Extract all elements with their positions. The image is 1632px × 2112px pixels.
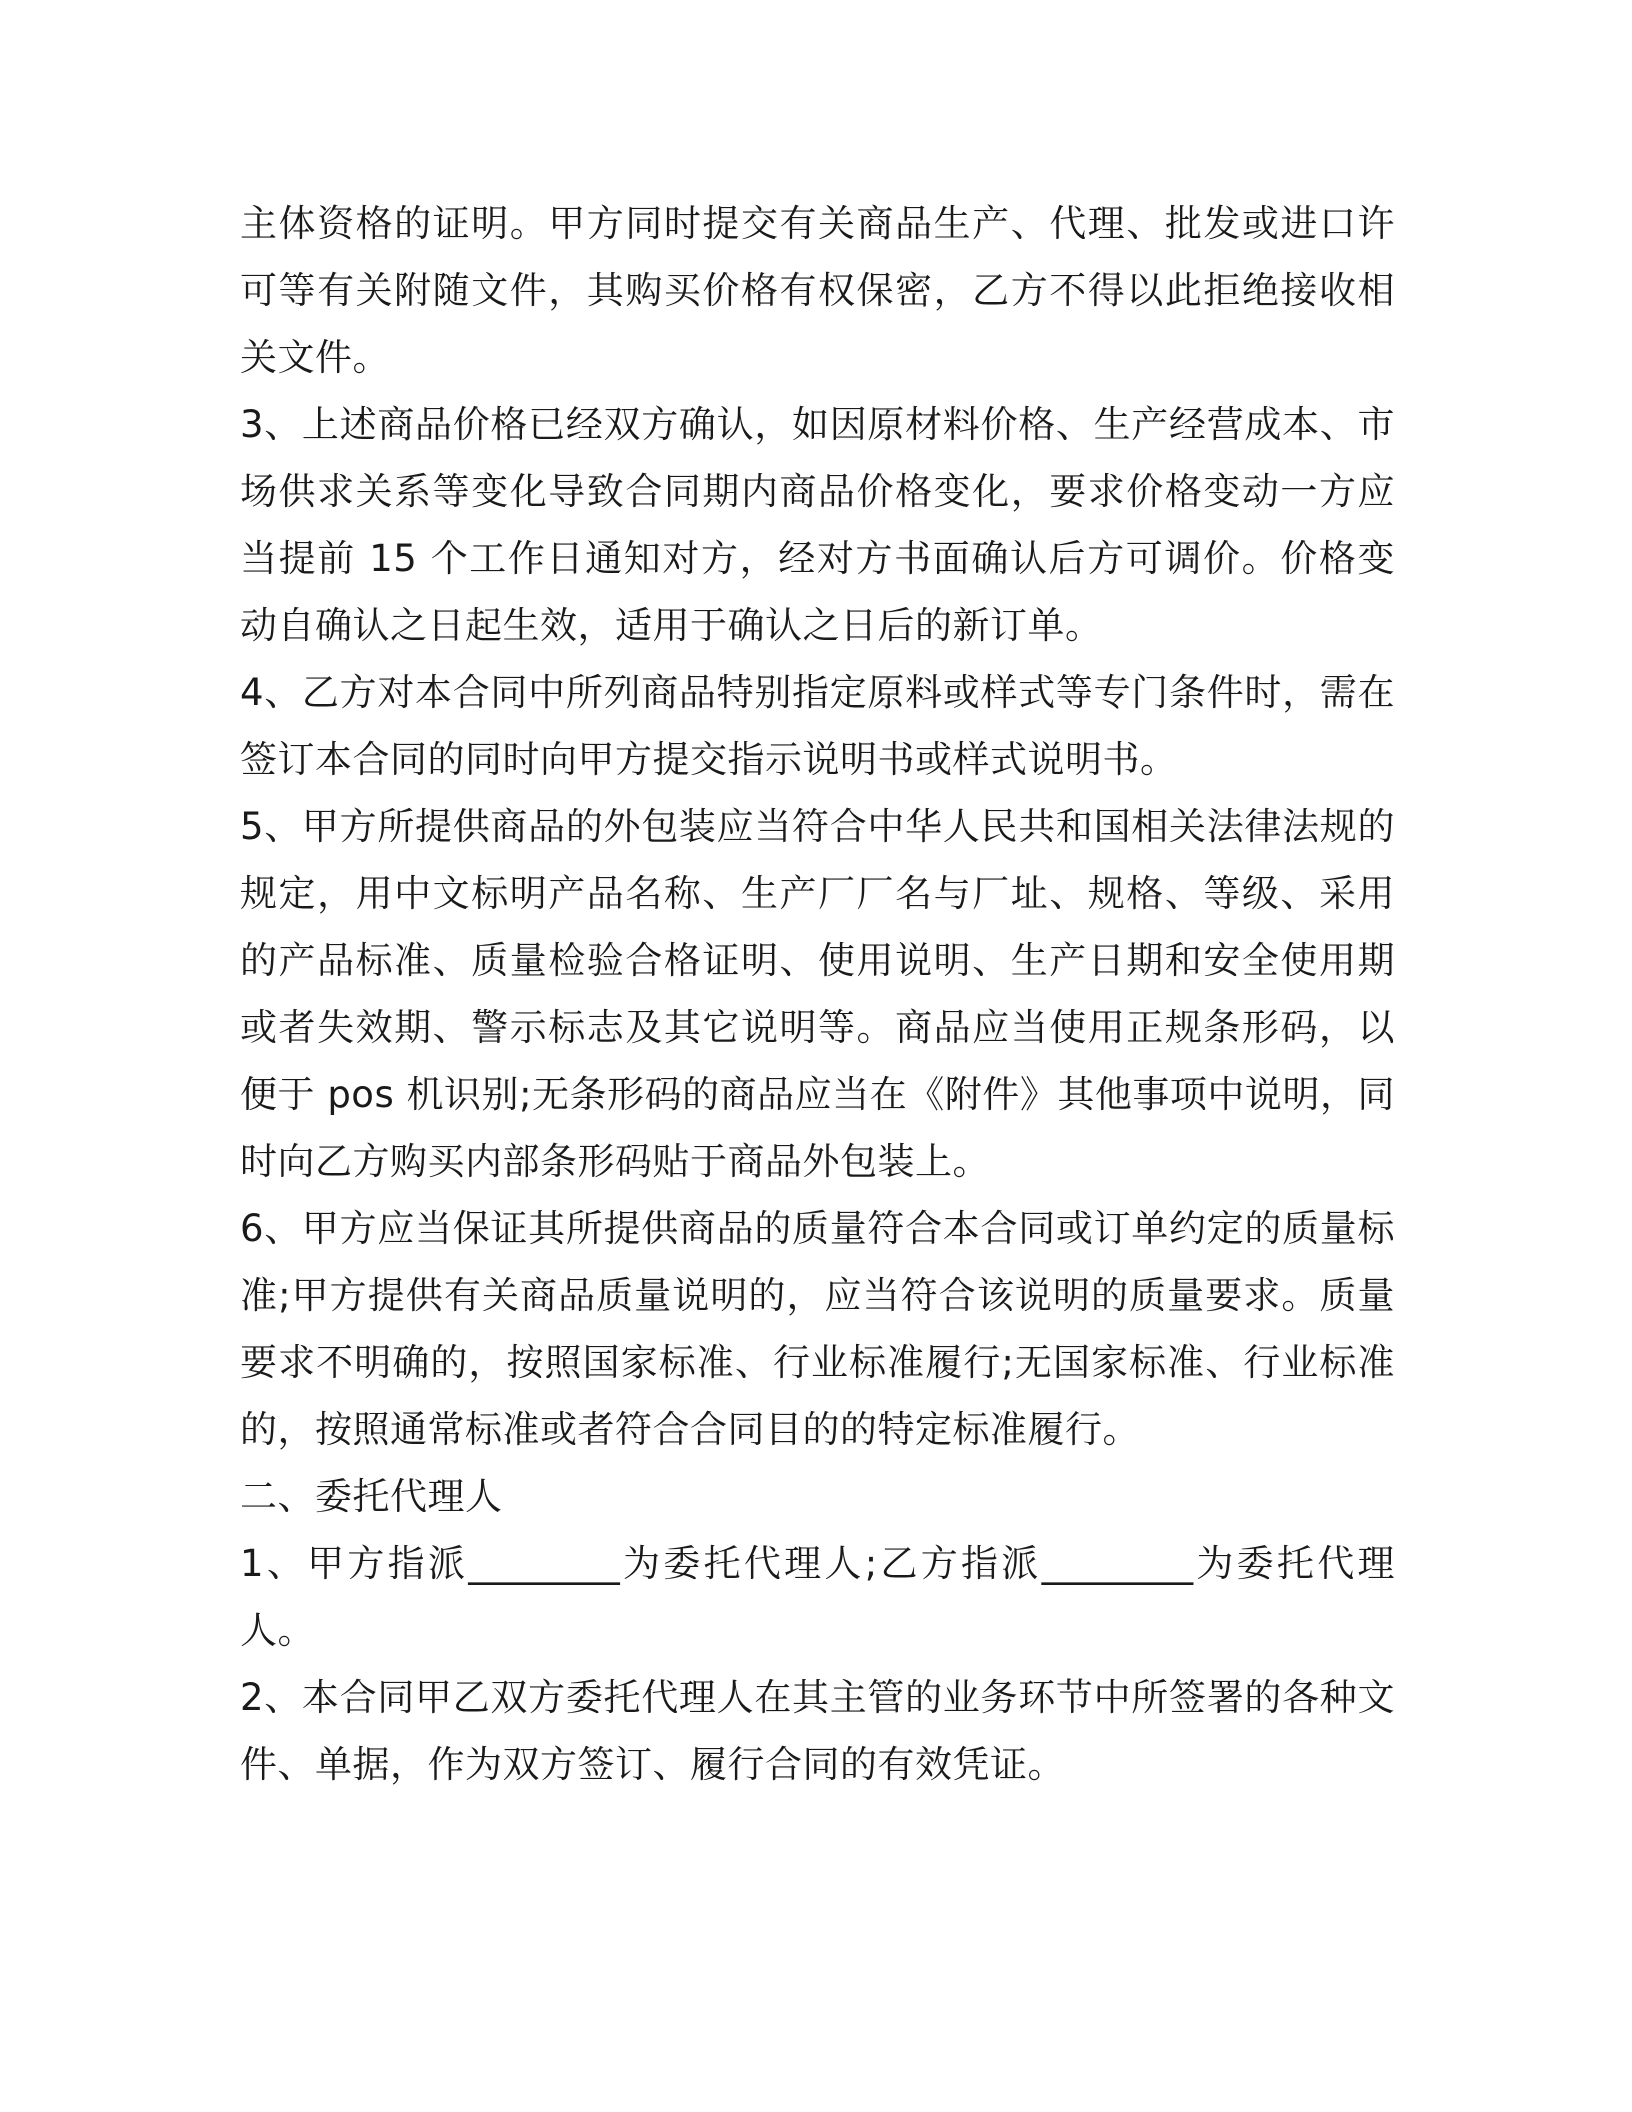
paragraph-subject-qualification: 主体资格的证明。甲方同时提交有关商品生产、代理、批发或进口许可等有关附随文件，其购买价格有权保密，乙方不得以此拒绝接收相关文件。 (240, 202, 1395, 379)
paragraph-clause-4-special-conditions: 4、乙方对本合同中所列商品特别指定原料或样式等专门条件时，需在签订本合同的同时向甲方提交指示说明书或样式说明书。 (240, 671, 1395, 781)
document-body (240, 190, 1395, 1798)
paragraph-clause-3-price: 3、上述商品价格已经双方确认，如因原材料价格、生产经营成本、市场供求关系等变化导致合同期内商品价格变化，要求价格变动一方应当提前 15 个工作日通知对方，经对方书面确认后方可调价。价格变动自确认之日起生效，适用于确认之日后的新订单。 (240, 403, 1395, 647)
paragraph-clause-6-quality: 6、甲方应当保证其所提供商品的质量符合本合同或订单约定的质量标准;甲方提供有关商品质量说明的，应当符合该说明的质量要求。质量要求不明确的，按照国家标准、行业标准履行;无国家标准、行业标准的，按照通常标准或者符合合同目的的特定标准履行。 (240, 1207, 1395, 1451)
paragraph-agent-1: 1、甲方指派________为委托代理人;乙方指派________为委托代理人。 (240, 1542, 1395, 1652)
paragraph-clause-5-packaging: 5、甲方所提供商品的外包装应当符合中华人民共和国相关法律法规的规定，用中文标明产品名称、生产厂厂名与厂址、规格、等级、采用的产品标准、质量检验合格证明、使用说明、生产日期和安全使用期或者失效期、警示标志及其它说明等。商品应当使用正规条形码，以便于 pos 机识别;无条形码的商品应当在《附件》其他事项中说明，同时向乙方购买内部条形码贴于商品外包装上。 (240, 805, 1395, 1183)
section-heading-agent: 二、委托代理人 (240, 1475, 503, 1518)
paragraph-agent-2: 2、本合同甲乙双方委托代理人在其主管的业务环节中所签署的各种文件、单据，作为双方签订、履行合同的有效凭证。 (240, 1676, 1395, 1786)
